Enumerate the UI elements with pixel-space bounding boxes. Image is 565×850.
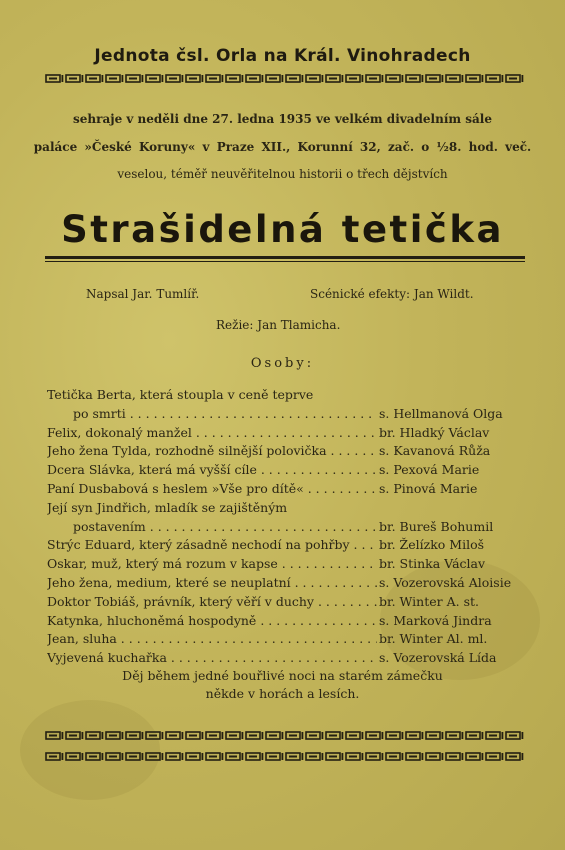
setting-line-1: Děj během jedné bouřlivé noci na starém zámečku	[122, 668, 443, 683]
cast-row: po smrti . . . s. Hellmanová Olga	[47, 405, 507, 424]
cast-row: Jeho žena Tylda, rozhodně silnější polovička . . . s. Kavanová Růža	[47, 442, 507, 461]
title-rule-thick	[45, 256, 525, 259]
cast-heading: Osoby:	[250, 356, 315, 371]
venue-line: paláce »České Koruny« v Praze XII., Korunní 32, zač. o ½8. hod. več.	[33, 140, 532, 154]
cast-row: Tetička Berta, která stoupla v ceně teprve	[47, 387, 314, 402]
cast-row: Doktor Tobiáš, právník, který věří v duchy . . . br. Winter A. st.	[47, 593, 507, 612]
performance-date-line: sehraje v neděli dne 27. ledna 1935 ve velkém divadelním sále	[73, 112, 492, 126]
cast-row: Felix, dokonalý manžel . . . br. Hladký Václav	[47, 424, 507, 443]
ornament-border-top	[45, 74, 525, 83]
cast-row: Jeho žena, medium, které se neuplatní . . . s. Vozerovská Aloisie	[47, 574, 507, 593]
cast-row: Dcera Slávka, která má vyšší cíle . . . s. Pexová Marie	[47, 461, 507, 480]
title-rule-thin	[45, 261, 525, 262]
cast-row: Její syn Jindřich, mladík se zajištěným	[47, 499, 288, 515]
cast-row: postavením . . . br. Bureš Bohumil	[47, 518, 507, 537]
cast-row: Jean, sluha . . . br. Winter Al. ml.	[47, 630, 507, 649]
setting-line-2: někde v horách a lesích.	[205, 686, 360, 701]
cast-row: Katynka, hluchoněmá hospodyně . . . s. Marková Jindra	[47, 612, 507, 631]
cast-row: Paní Dusbabová s heslem »Vše pro dítě« . . . s. Pinová Marie	[47, 480, 507, 499]
ornament-border-bottom-1	[45, 731, 525, 740]
play-title: Strašidelná tetička	[61, 208, 504, 251]
author-credit: Napsal Jar. Tumlíř.	[86, 287, 200, 301]
director-credit: Režie: Jan Tlamicha.	[216, 318, 341, 332]
ornament-border-bottom-2	[45, 752, 525, 761]
effects-credit: Scénické efekty: Jan Wildt.	[310, 287, 474, 301]
cast-row: Strýc Eduard, který zásadně nechodí na pohřby . . . br. Želízko Miloš	[47, 536, 507, 555]
cast-row: Vyjevená kuchařka . . . s. Vozerovská Lída	[47, 649, 507, 668]
cast-row: Oskar, muž, který má rozum v kapse . . . br. Stinka Václav	[47, 555, 507, 574]
paper-stain	[20, 700, 160, 800]
cast-list	[47, 386, 512, 668]
organization-heading: Jednota čsl. Orla na Král. Vinohradech	[94, 46, 471, 66]
description-line: veselou, téměř neuvěřitelnou historii o třech dějstvích	[117, 167, 448, 181]
